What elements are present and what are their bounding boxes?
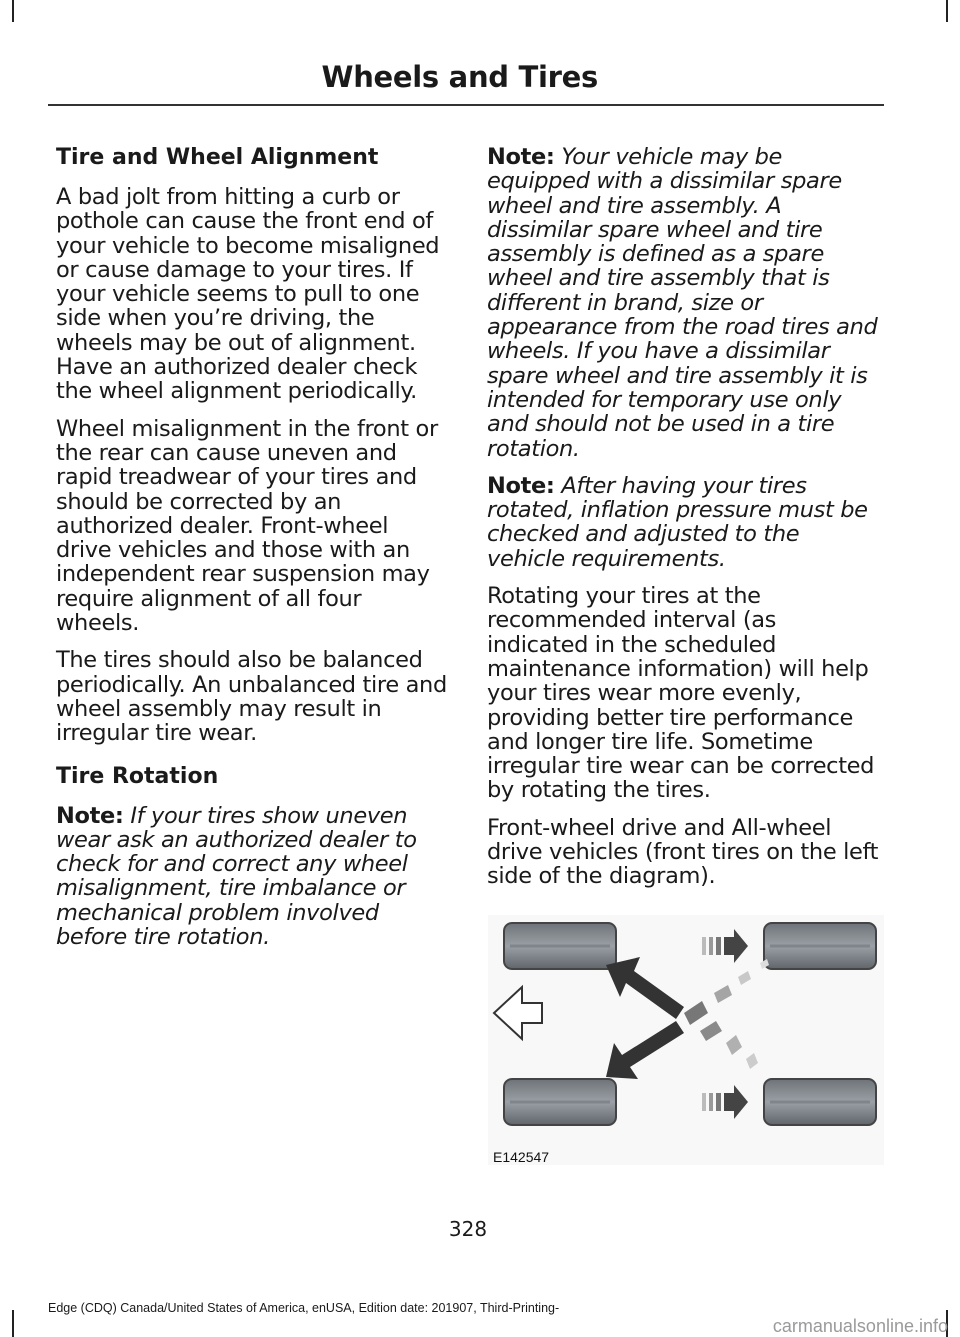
heading-tire-wheel-alignment: Tire and Wheel Alignment	[56, 145, 379, 170]
tire-rear-left	[504, 1079, 616, 1125]
tire-front-left	[504, 923, 616, 969]
paragraph-alignment-2: Wheel misalignment in the front or the rear can cause uneven and rapid treadwear of your tires and should be corrected by an authorized dealer. Front-wheel drive vehicles and those with an independent rear suspension may require alignment of all four wheels.	[56, 415, 438, 637]
paragraph-balancing: The tires should also be balanced periodically. An unbalanced tire and wheel assembly may result in irregular tire wear.	[56, 647, 447, 747]
note-label: Note:	[487, 472, 555, 499]
crop-mark-top-right	[946, 0, 948, 22]
crop-mark-bottom-left	[12, 1310, 14, 1337]
crop-mark-top-left	[12, 0, 14, 22]
footer-edition: Edge (CDQ) Canada/United States of America, enUSA, Edition date: 201907, Third-Printing-	[48, 1301, 560, 1315]
note-label: Note:	[487, 144, 555, 170]
watermark: carmanualsonline.info	[772, 1316, 948, 1336]
heading-tire-rotation: Tire Rotation	[56, 763, 219, 789]
note-text: Your vehicle may be equipped with a dissimilar spare wheel and tire assembly. A dissimilar spare wheel and tire assembly is defined as a spare wheel and tire assembly that is different in brand, size or appearance from the road tires and wheels. If you have a dissimilar spare wheel and tire assembly it is intended for temporary use only and should not be used in a tire rotation.	[487, 144, 878, 462]
right-column	[487, 145, 883, 902]
header-divider	[48, 104, 884, 106]
note-text: If your tires show uneven wear ask an authorized dealer to check for and correct any wheel misalignment, tire imbalance or mechanical problem involved before tire rotation.	[56, 802, 417, 951]
tire-rotation-diagram	[488, 915, 884, 1165]
note-label: Note:	[56, 802, 124, 829]
note-text: After having your tires rotated, inflation pressure must be checked and adjusted to the vehicle requirements.	[487, 472, 868, 572]
note-dissimilar-spare	[487, 145, 883, 461]
page-title: Wheels and Tires	[321, 60, 598, 94]
page-number: 328	[448, 1217, 488, 1241]
note-uneven-wear	[56, 804, 448, 950]
paragraph-alignment-1: A bad jolt from hitting a curb or pothole can cause the front end of your vehicle to become misaligned or cause damage to your tires. If your vehicle seems to pull to one side when you’re driving, the wheels may be out of alignment. Have an authorized dealer check the wheel alignment periodically.	[56, 184, 440, 405]
paragraph-rotation-interval: Rotating your tires at the recommended interval (as indicated in the scheduled maintenance information) will help your tires wear more evenly, providing better tire performance and longer tire life. Sometime irregular tire wear can be corrected by rotating the tires.	[487, 583, 875, 804]
tire-rear-right	[764, 1079, 876, 1125]
tire-front-right	[764, 923, 876, 969]
left-column	[56, 145, 448, 962]
paragraph-drive-type: Front-wheel drive and All-wheel drive vehicles (front tires on the left side of the diagram).	[487, 814, 879, 890]
figure-id: E142547	[493, 1149, 550, 1165]
note-inflation-pressure	[487, 474, 883, 571]
